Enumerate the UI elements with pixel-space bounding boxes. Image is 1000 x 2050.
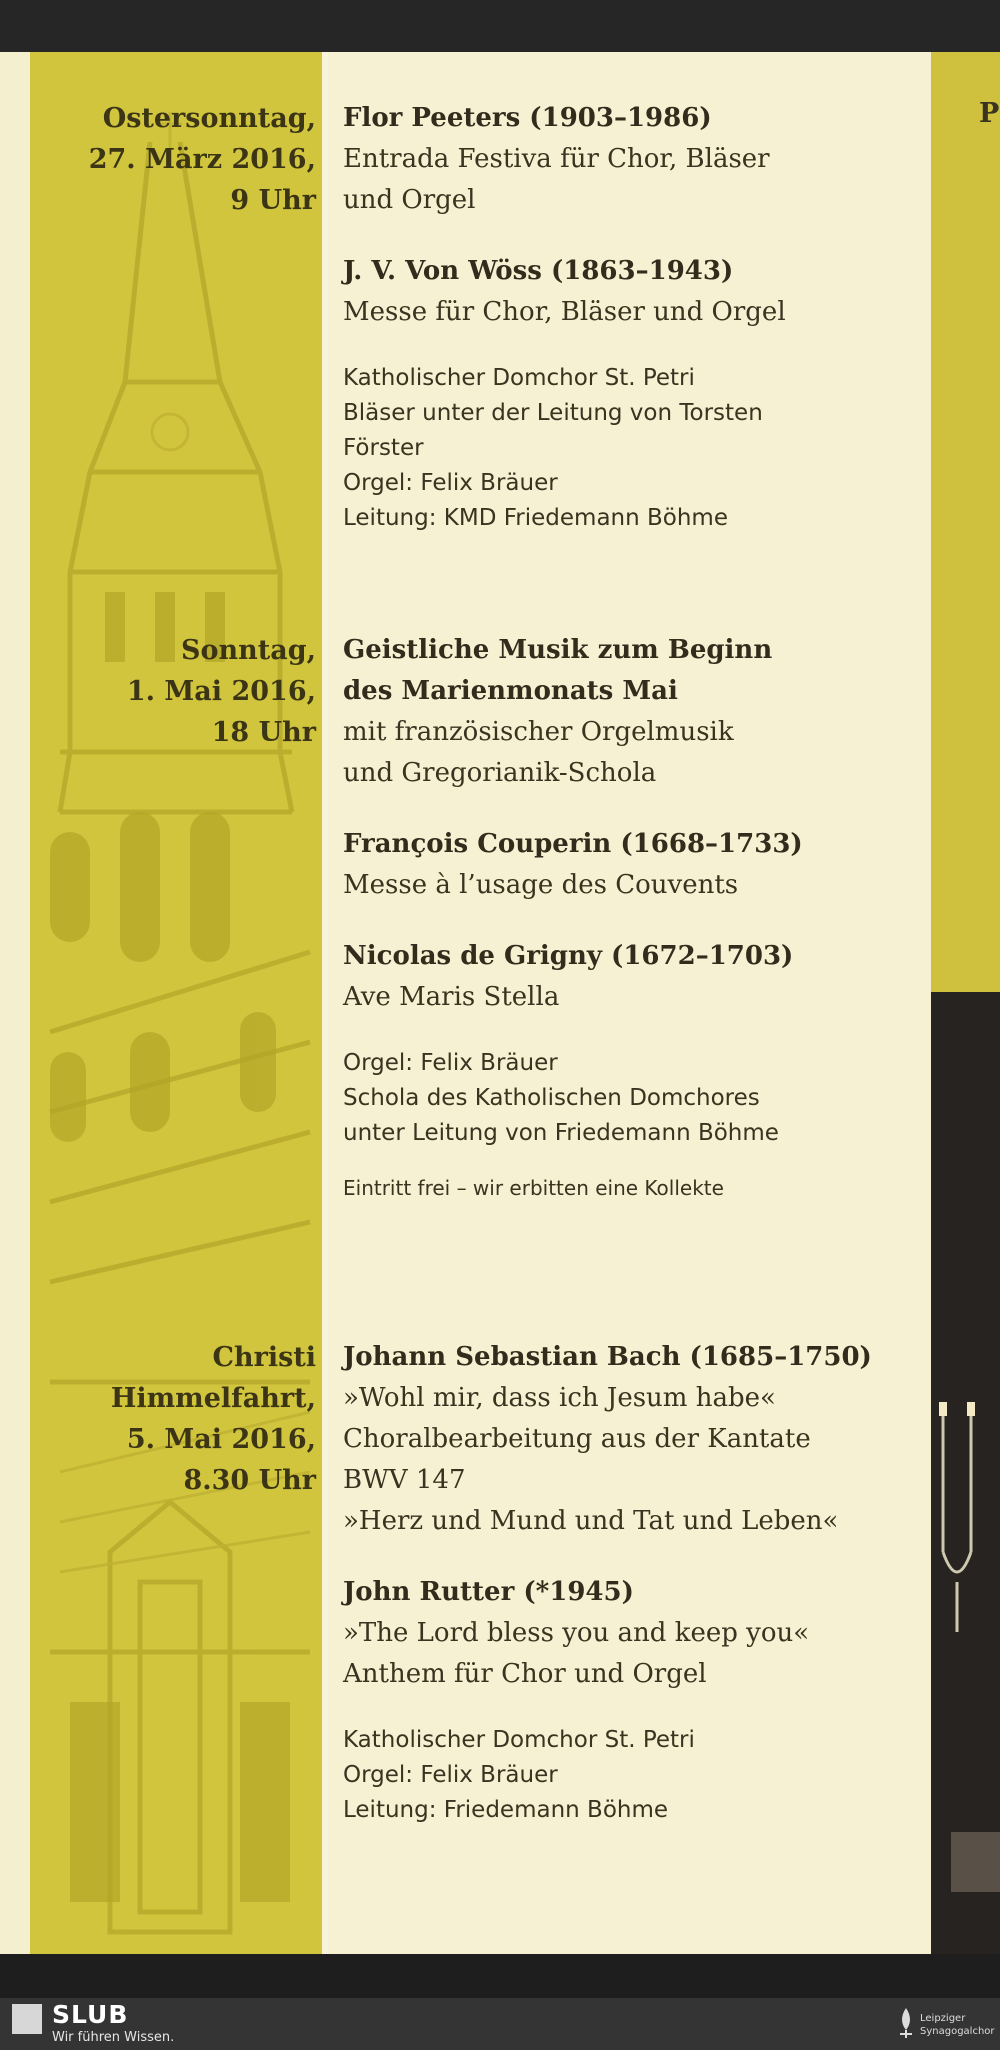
adjacent-page-edge: [931, 52, 1000, 1954]
piece-heading: Nicolas de Grigny (1672–1703): [343, 941, 794, 971]
church-illustration-panel: [30, 52, 322, 1954]
piece-heading: J. V. Von Wöss (1863–1943): [343, 256, 734, 286]
date-line: Sonntag,: [180, 635, 316, 666]
intro-line: mit französischer Orgelmusik: [343, 717, 734, 747]
date-line: 9 Uhr: [230, 185, 316, 216]
menorah-icon: [931, 992, 1000, 1954]
slub-logo-text[interactable]: SLUB: [52, 2000, 129, 2029]
piece-line: BWV 147: [343, 1465, 466, 1495]
piece-line: Anthem für Chor und Orgel: [343, 1659, 707, 1689]
piece-line: »Herz und Mund und Tat und Leben«: [343, 1506, 839, 1536]
performer-line: Orgel: Felix Bräuer: [343, 1762, 558, 1788]
performer-line: Katholischer Domchor St. Petri: [343, 1727, 695, 1753]
date-line: Christi: [212, 1342, 316, 1373]
slub-logo-icon[interactable]: [12, 2004, 42, 2034]
date-line: 5. Mai 2016,: [126, 1424, 316, 1455]
piece-heading: John Rutter (*1945): [343, 1577, 634, 1607]
slub-tagline: Wir führen Wissen.: [52, 2030, 175, 2045]
piece-heading: Flor Peeters (1903–1986): [343, 103, 712, 133]
piece-line: Messe à l’usage des Couvents: [343, 870, 739, 900]
intro-line: und Gregorianik-Schola: [343, 758, 657, 788]
piece-line: Choralbearbeitung aus der Kantate: [343, 1424, 811, 1454]
performer-line: Orgel: Felix Bräuer: [343, 470, 558, 496]
date-line: Ostersonntag,: [102, 103, 316, 134]
piece-line: Messe für Chor, Bläser und Orgel: [343, 297, 786, 327]
performer-line: Orgel: Felix Bräuer: [343, 1050, 558, 1076]
piece-line: »The Lord bless you and keep you«: [343, 1618, 810, 1648]
viewer-footer: [0, 1954, 1000, 2050]
admission-note: Eintritt frei – wir erbitten eine Kollekte: [343, 1176, 724, 1200]
performer-line: Katholischer Domchor St. Petri: [343, 365, 695, 391]
piece-line: und Orgel: [343, 185, 476, 215]
performer-line: Bläser unter der Leitung von Torsten: [343, 400, 763, 426]
partner-logo-text: [920, 2012, 996, 2038]
event-2-date: [127, 630, 316, 753]
adjacent-page-letter: P: [979, 98, 1000, 129]
piece-line: Entrada Festiva für Chor, Bläser: [343, 144, 770, 174]
scan-top-border: [0, 0, 1000, 52]
piece-line: Ave Maris Stella: [343, 982, 560, 1012]
performer-line: Schola des Katholischen Domchores: [343, 1085, 760, 1111]
event-1-program: [343, 98, 903, 536]
partner-line: Leipziger: [920, 2013, 966, 2024]
program-page: [0, 52, 1000, 1954]
piece-heading: Johann Sebastian Bach (1685–1750): [343, 1342, 872, 1372]
church-tower-illustration: [30, 52, 322, 1954]
event-1-date: [89, 98, 316, 221]
performer-line: Leitung: Friedemann Böhme: [343, 1797, 669, 1823]
intro-heading: Geistliche Musik zum Beginn: [343, 635, 773, 665]
piece-line: »Wohl mir, dass ich Jesum habe«: [343, 1383, 776, 1413]
date-line: 18 Uhr: [211, 717, 316, 748]
date-line: Himmelfahrt,: [110, 1383, 316, 1414]
event-3-program: [343, 1337, 903, 1828]
performer-line: Leitung: KMD Friedemann Böhme: [343, 505, 728, 531]
performer-line: unter Leitung von Friedemann Böhme: [343, 1120, 779, 1146]
synagogalchor-flame-icon: [896, 2006, 916, 2040]
piece-heading: François Couperin (1668–1733): [343, 829, 803, 859]
partner-line: Synagogalchor: [920, 2026, 995, 2037]
date-line: 8.30 Uhr: [183, 1465, 316, 1496]
intro-heading: des Marienmonats Mai: [343, 676, 678, 706]
date-line: 27. März 2016,: [88, 144, 316, 175]
synagogue-photo-fragment: [931, 992, 1000, 1954]
performer-line: Förster: [343, 435, 424, 461]
date-line: 1. Mai 2016,: [126, 676, 316, 707]
event-2-program: [343, 630, 903, 1203]
event-3-date: [111, 1337, 316, 1501]
